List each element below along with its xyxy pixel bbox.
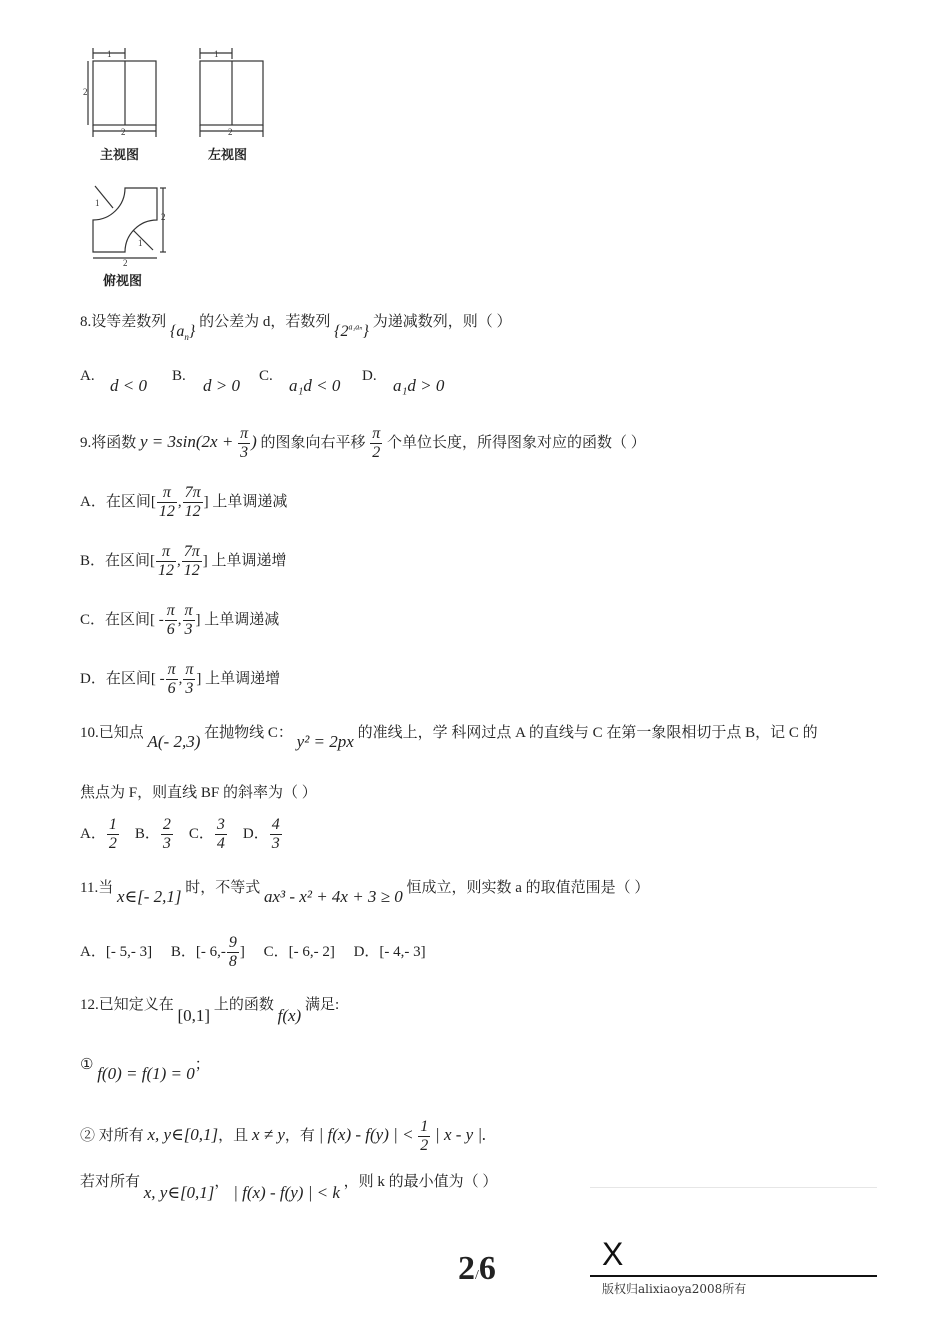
q12-stem: 12.已知定义在 [0,1] 上的函数 f(x) 满足: bbox=[80, 997, 340, 1025]
dim-label: 1 bbox=[107, 49, 112, 59]
q8-mid: 的公差为 d，若数列 bbox=[199, 314, 331, 330]
q10-option-d: D． $\frac{4}{3}$ bbox=[242, 816, 280, 852]
q12-final-question: 若对所有 x, y∈[0,1]， | f(x) - f(y) | < k ，则 k 的最小值为（ ） bbox=[80, 1174, 498, 1202]
q9-option-b: B．在区间[ $\frac{\pi}{12}$ , $\frac{7\pi}{12}$ ] 上单调递增 bbox=[80, 543, 287, 579]
q12-interval: [0,1] bbox=[177, 1006, 211, 1025]
top-view-label: 俯视图 bbox=[103, 274, 143, 289]
dim-label: 1 bbox=[138, 238, 143, 248]
q8-pre: 8.设等差数列 bbox=[80, 314, 167, 330]
q10-parabola: y² = 2px bbox=[296, 732, 354, 751]
q11-range: x∈[- 2,1] bbox=[116, 887, 182, 906]
q11-option-d: D．[- 4,- 3] bbox=[353, 943, 426, 960]
q8-option-c: C. bbox=[259, 368, 273, 384]
q8-option-b: B. bbox=[172, 368, 186, 384]
dim-label: 2 bbox=[123, 258, 128, 268]
q12-condition-2: ② 对所有 x, y∈[0,1]，且 x ≠ y，有 | f(x) - f(y) | < $\frac{1}{2}$ | x - y |. bbox=[80, 1118, 487, 1154]
q10-options bbox=[80, 816, 283, 853]
footer-mark: X bbox=[602, 1236, 624, 1272]
q12-function: f(x) bbox=[277, 1006, 302, 1025]
q8-option-d: D. bbox=[362, 368, 377, 384]
q9-stem: 9.将函数 y = 3sin(2x + $\frac{\pi}{3}$ ) 的图象向右平移 $\frac{\pi}{2}$ 个单位长度，所得图象对应的函数（ ） bbox=[80, 425, 646, 461]
q11-options bbox=[80, 934, 426, 971]
dim-label: 1 bbox=[95, 198, 100, 208]
q10-option-a: A． $\frac{1}{2}$ bbox=[80, 816, 117, 852]
q8-option-c-math: a₁d < 0 bbox=[289, 376, 341, 395]
q9-function: y = 3sin(2x + bbox=[140, 431, 234, 451]
q11-option-b: B．[- 6,- $\frac{9}{8}$ ] bbox=[170, 934, 245, 970]
q11-option-c: C．[- 6,- 2] bbox=[263, 943, 335, 960]
dim-label: 2 bbox=[161, 212, 166, 222]
q11-option-a: A．[- 5,- 3] bbox=[80, 943, 153, 960]
q9-shift-fraction: $\frac{\pi}{2}$ bbox=[372, 425, 381, 461]
q9-option-c: C．在区间[ - $\frac{\pi}{6}$ , $\frac{\pi}{3}$ ] 上单调递减 bbox=[80, 602, 280, 638]
dim-label: 2 bbox=[121, 127, 126, 137]
copyright-notice: 版权归alixiaoya2008所有 bbox=[602, 1282, 747, 1296]
front-view-label: 主视图 bbox=[100, 148, 140, 163]
side-view-label: 左视图 bbox=[208, 148, 248, 163]
dim-label: 1 bbox=[214, 49, 219, 59]
q8-option-a-math: d < 0 bbox=[110, 376, 147, 395]
dim-label: 2 bbox=[228, 127, 233, 137]
q8-sequence-a: $\{a_n\}$ bbox=[170, 323, 196, 343]
q9-option-d: D．在区间[ - $\frac{\pi}{6}$ , $\frac{\pi}{3}$ ] 上单调递增 bbox=[80, 661, 281, 697]
top-view-diagram bbox=[85, 180, 170, 268]
q9-phase-fraction: $\frac{\pi}{3}$ bbox=[240, 425, 249, 461]
front-view-diagram bbox=[78, 45, 168, 140]
dim-label: 2 bbox=[83, 87, 88, 97]
footer-divider-top bbox=[590, 1187, 877, 1188]
q11-stem: 11.当 x∈[- 2,1] 时，不等式 ax³ - x² + 4x + 3 ≥ 0 恒成立，则实数 a 的取值范围是（ ） bbox=[80, 880, 650, 906]
side-view-diagram bbox=[190, 45, 275, 140]
q10-option-c: C． $\frac{3}{4}$ bbox=[188, 816, 225, 852]
q10-stem-line2: 焦点为 F，则直线 BF 的斜率为（ ） bbox=[80, 785, 317, 801]
q8-option-d-math: a₁d > 0 bbox=[393, 376, 445, 395]
q12-condition-1: ① f(0) = f(1) = 0； bbox=[80, 1057, 210, 1083]
q8-post: 为递减数列，则（ ） bbox=[372, 314, 512, 330]
q10-stem-line1: 10.已知点 A(- 2,3) 在抛物线 C： y² = 2px 的准线上，学 科网过点 A 的直线与 C 在第一象限相切于点 B，记 C 的 bbox=[80, 725, 818, 751]
q8-option-b-math: d > 0 bbox=[203, 376, 240, 395]
q10-point: A(- 2,3) bbox=[147, 732, 201, 751]
q8-sequence-b: $\{2^{a_1a_n}\}$ bbox=[334, 322, 369, 340]
q8-option-a: A. bbox=[80, 368, 95, 384]
q10-option-b: B． $\frac{2}{3}$ bbox=[134, 816, 171, 852]
q11-inequality: ax³ - x² + 4x + 3 ≥ 0 bbox=[264, 887, 403, 906]
q8-stem bbox=[80, 310, 512, 343]
footer-rule bbox=[590, 1275, 877, 1277]
page-number: 2/6 bbox=[458, 1250, 496, 1287]
q9-option-a: A．在区间[ $\frac{\pi}{12}$ , $\frac{7\pi}{12}$ ] 上单调递减 bbox=[80, 484, 288, 520]
